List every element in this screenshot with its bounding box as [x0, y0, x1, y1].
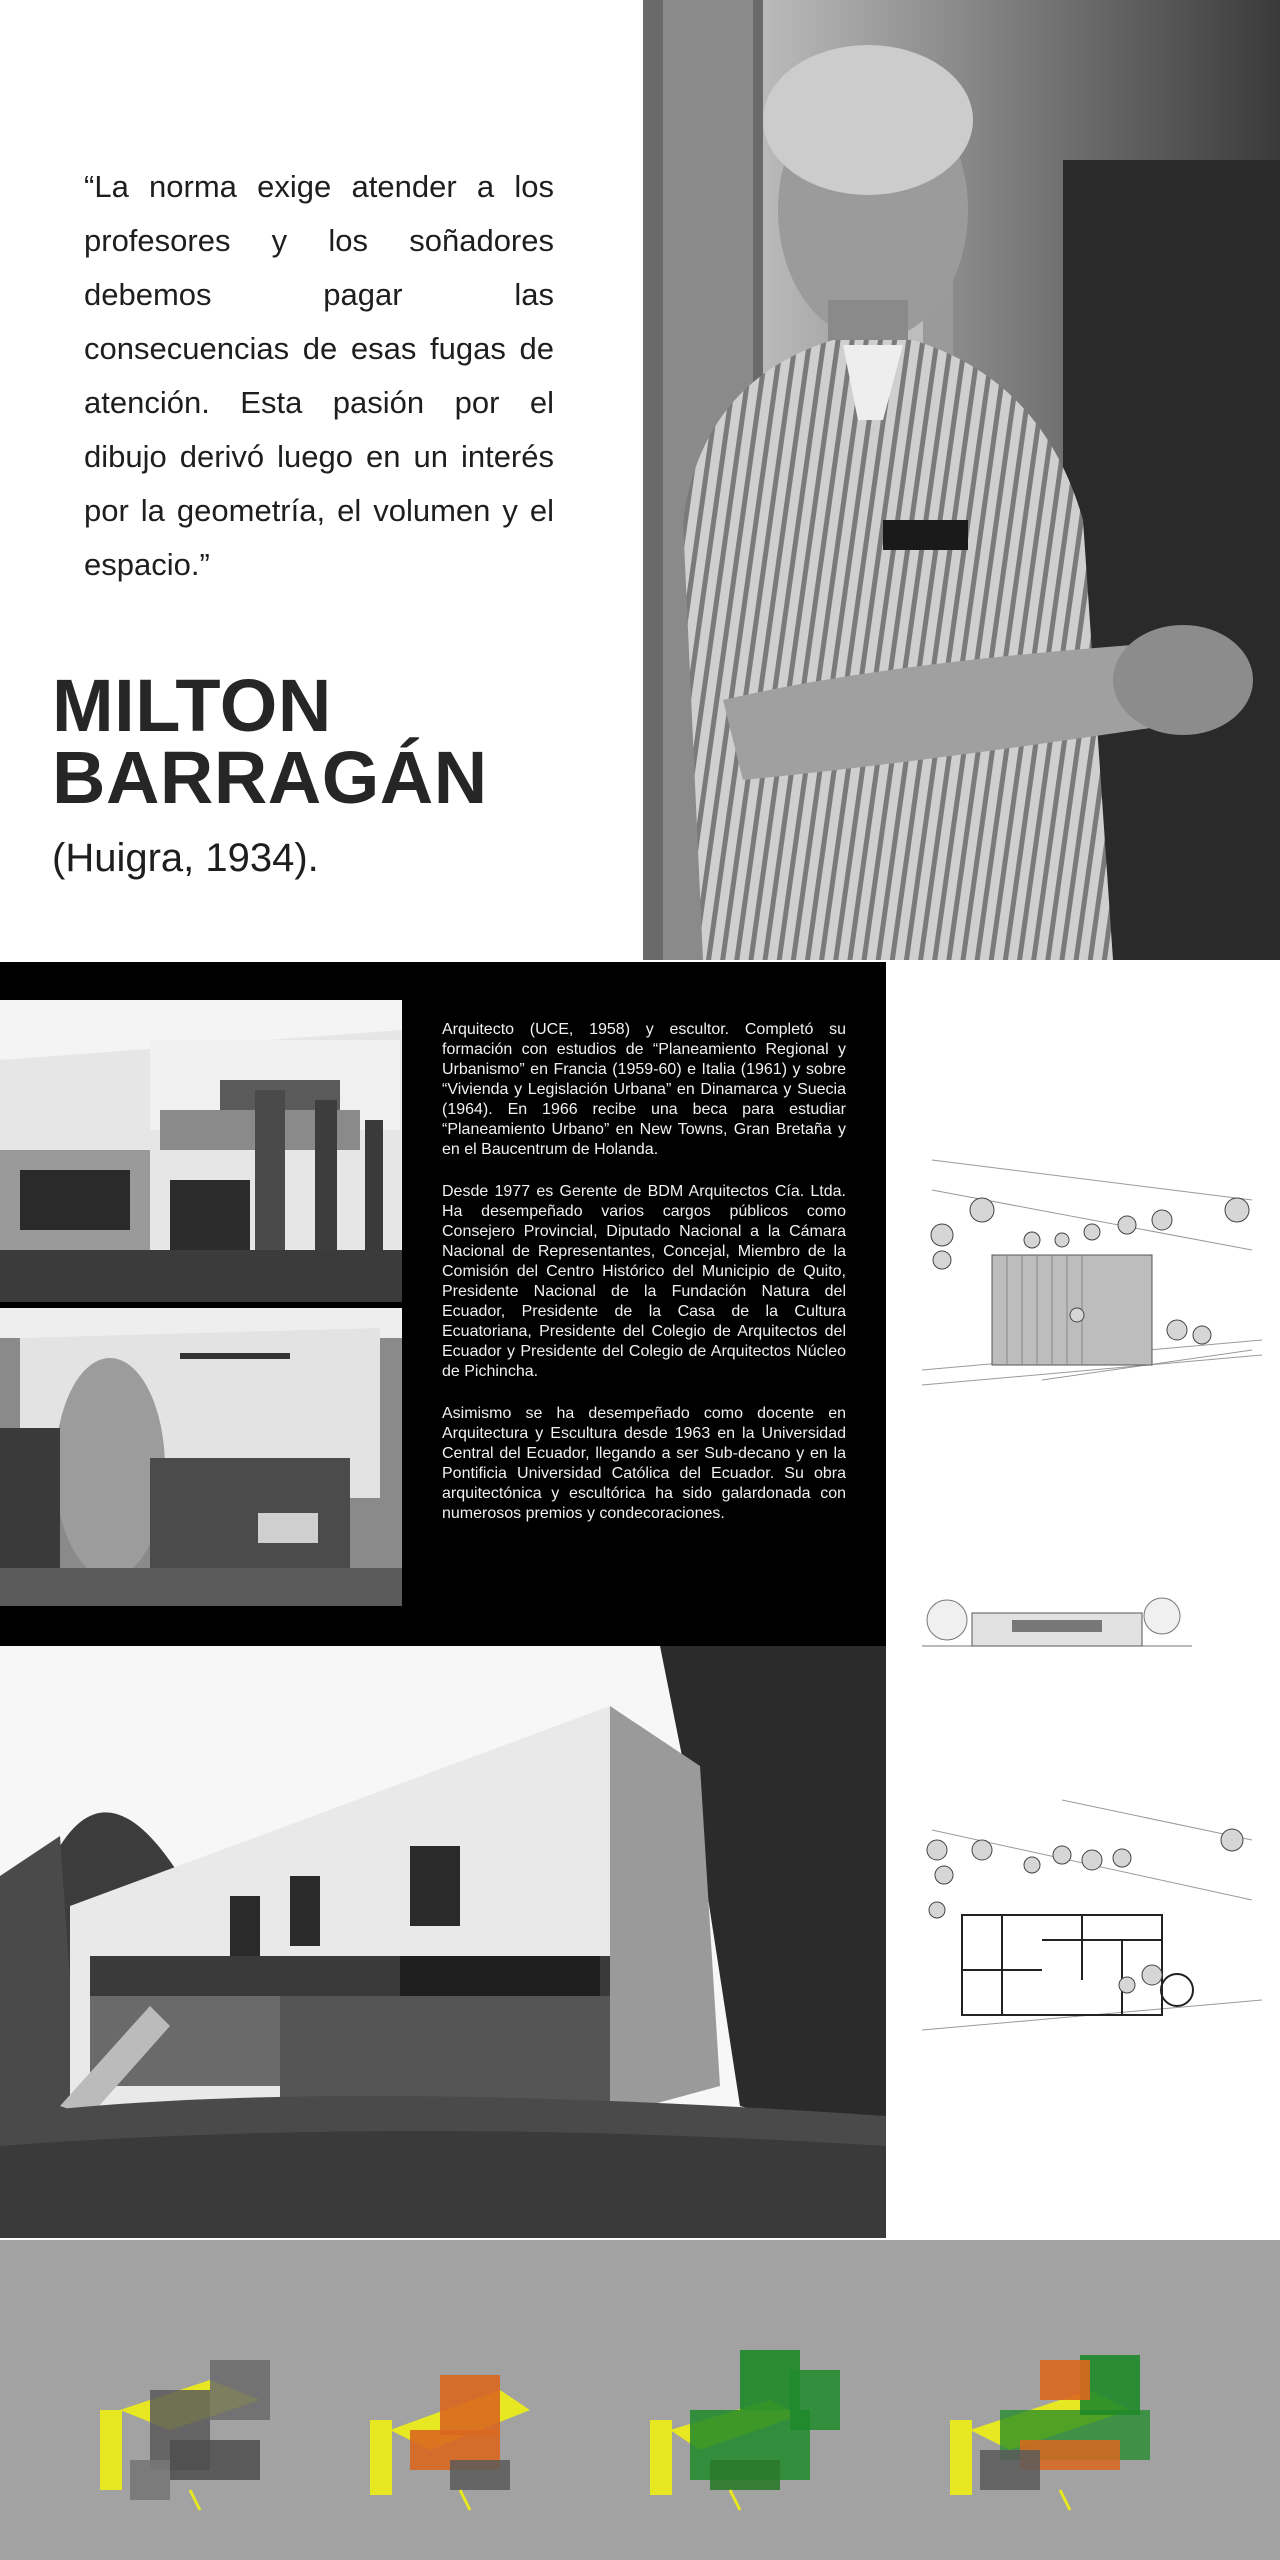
house-photo-3 [0, 1646, 886, 2238]
elevation-drawing [922, 1588, 1192, 1654]
portrait-photo [643, 0, 1280, 960]
house-photo-2 [0, 1308, 402, 1606]
quote-text: “La norma exige atender a los profesores y los soñadores debemos pagar las consecuencias de esas fugas de atención. Esta pasión por el dibujo derivó luego en un interés por la geometría, el volumen y el espacio.” [84, 169, 554, 582]
massing-diagram-4 [930, 2320, 1190, 2520]
house-photo-1 [0, 1000, 402, 1302]
biography-text [442, 1020, 846, 1546]
site-plan-drawing-1 [922, 1140, 1262, 1400]
massing-diagram-1 [60, 2320, 320, 2520]
birth-place-year: (Huigra, 1934). [52, 836, 319, 880]
bio-paragraph-3: Asimismo se ha desempeñado como docente en Arquitectura y Escultura desde 1963 en la Universidad Central del Ecuador, llegando a ser Sub-decano y en la Pontificia Universidad Católica del Ecuador. Su obra arquitectónica y escultórica ha sido galardonada con numerosos premios y condecoraciones. [442, 1405, 846, 1522]
architect-name [52, 664, 612, 819]
massing-diagram-3 [600, 2320, 860, 2520]
name-line-1: MILTON [52, 664, 332, 747]
bio-paragraph-1: Arquitecto (UCE, 1958) y escultor. Completó su formación con estudios de “Planeamiento Regional y Urbanismo” en Francia (1959-60) e Italia (1961) y sobre “Vivienda y Legislación Urbana” en Dinamarca y Suecia (1964). En 1966 recibe una beca para estudiar “Planeamiento Urbano” en New Towns, Gran Bretaña y en el Baucentrum de Holanda. [442, 1021, 846, 1158]
bio-paragraph-2: Desde 1977 es Gerente de BDM Arquitectos Cía. Ltda. Ha desempeñado varios cargos públicos como Consejero Provincial, Diputado Nacional a la Cámara Nacional de Representantes, Concejal, Miembro de la Comisión del Centro Histórico del Municipio de Quito, Presidente Nacional de la Fundación Natura del Ecuador, Presidente de la Casa de la Cultura Ecuatoriana, Presidente del Colegio de Arquitectos del Ecuador y Presidente del Colegio de Arquitectos Núcleo de Pichincha. [442, 1183, 846, 1380]
site-plan-drawing-2 [922, 1790, 1262, 2050]
massing-diagram-2 [330, 2320, 590, 2520]
name-line-2: BARRAGÁN [52, 736, 488, 819]
